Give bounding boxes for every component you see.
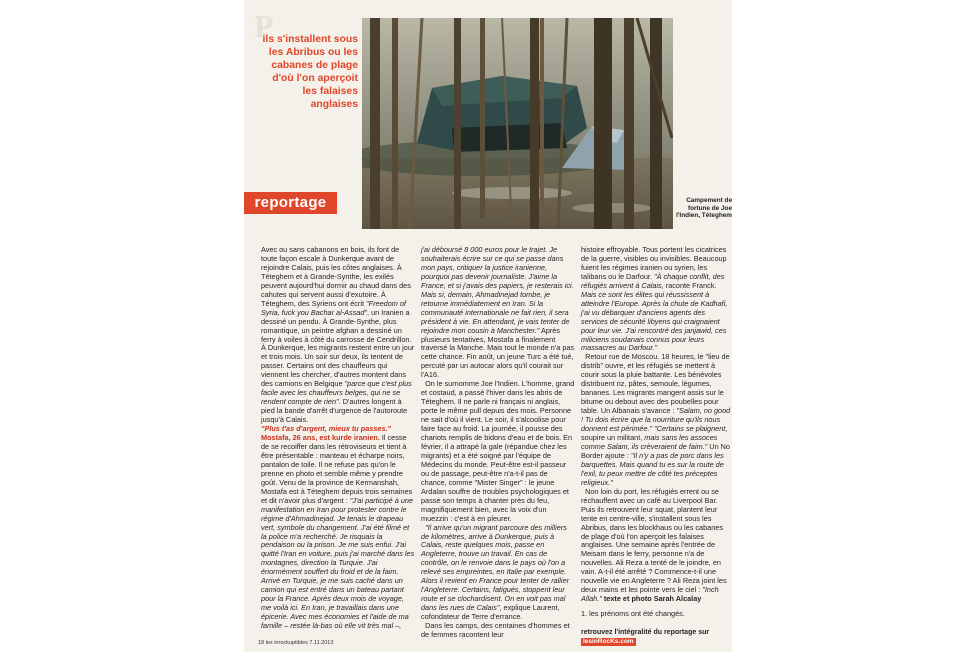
- red-quote: "Plus t'as d'argent, mieux tu passes.": [261, 424, 392, 434]
- speaker-intro: Mostafa, 26 ans, est kurde iranien.: [261, 433, 380, 443]
- col3-text: raconte Franck.: [663, 280, 717, 290]
- col3-quote: "Salam, no good ! Tu dois écrire que la nourriture qu'ils nous donnent est périmée." "Certains se plaignent,: [581, 406, 731, 434]
- web-promo: [581, 629, 732, 646]
- col3-quote: Mais ce sont les élites qui réussissent à atteindre l'Europe. Après la chute de Kadhafi, j'ai vu débarquer d'anciens agents des services de sécurité libyens qui craignaient pour leur vie. J'ai rencontré des janjawid, ces miliciens soudanais connus pour leurs massacres au Darfour.": [581, 289, 728, 353]
- footnote: 1. les prénoms ont été changés.: [581, 609, 685, 619]
- ghost-letter: P: [254, 8, 275, 44]
- col2-text: Après plusieurs tentatives, Mostafa a finalement traversé la Manche. Mais tout le monde n'a pas cette chance. Fin août, un jeune Turc a été tué, percuté par un autocar alors qu'il courait sur l'A16.: [421, 325, 575, 380]
- col3-text: Un No Border ajoute :: [581, 441, 730, 460]
- col3-quote: "Il n'y a pas de porc dans les barquettes. Mais quand tu es sur la route de l'exil, tu peux mettre de côté tes préceptes religieux.": [581, 450, 724, 487]
- col1-text: Avec ou sans cabanons en bois, ils font de toute façon escale à Dunkerque avant de rejoindre Calais, puis les côtes anglaises. À Téteghem et à Grande-Synthe, les exilés peuvent aujourd'hui dormir au chaud dans des cahutes qui servent aussi d'exutoire. À Téteghem, des Syriens ont écrit: [261, 245, 411, 308]
- col1-quote: "parce que c'est plus facile avec les chauffeurs belges, qui ne se rendent compte de rien": [261, 379, 412, 407]
- pull-quote: ils s'installent sous les Abribus ou les cabanes de plage d'où l'on aperçoit les falaises anglaises: [262, 34, 358, 110]
- website-link[interactable]: lesinRocKs.com: [583, 637, 634, 645]
- col3-quote: "Inch Allah.": [581, 585, 719, 604]
- text-column-3: [581, 246, 732, 646]
- photo-caption: Campement de fortune de Joe l'Indien, Téteghem: [676, 197, 732, 220]
- text-column-1: [261, 246, 415, 631]
- col3-text: histoire effroyable. Tous portent les cicatrices de la guerre, visibles ou invisibles. Beaucoup fuient les régimes iranien ou syrien, les talibans ou le Darfour.: [581, 245, 727, 281]
- campsite-photo: [362, 18, 673, 229]
- page-folio: 18 les inrockuptibles 7.11.2013: [258, 640, 334, 646]
- col2-text: , explique Laurent, cofondateur de Terre d'errance.: [421, 603, 560, 622]
- col1-text: , un Iranien a dessiné un pendu. À Grande-Synthe, plus romantique, un peintre afghan a dessiné un ferry à voiles à côté du carrosse de Cendrillon. À Dunkerque, les migrants restent entre un jour et trois mois. Un soir sur deux, ils tentent de passer. Certains ont des chauffeurs qui viennent les chercher, d'autres montent dans des camions en Belgique: [261, 307, 415, 389]
- col3-text: Non loin du port, les réfugiés errent ou se réchauffent avec un café au Liverpool Bar. Puis ils retrouvent leur squat, plantent leur tente en centre-ville, s'installent sous les Abribus, dans les blockhaus ou les cabanes de plage d'où l'on aperçoit les falaises anglaises. Une semaine après l'entrée de Meisam dans le ferry, personne n'a de nouvelles. Ali Reza a tenté de le joindre, en vain. A-t-il été arrêté ? Commence-t-il une nouvelle vie en Angleterre ? Ali Reza joint les deux mains et les pointe vers le ciel :: [581, 486, 727, 595]
- col3-quote: "À chaque conflit, des réfugiés arrivent à Calais,: [581, 271, 725, 290]
- col2-text: On le surnomme Joe l'Indien. L'homme, grand et costaud, a passé l'hiver dans les abris de Téteghem. Il ne parle ni français ni anglais, porte le même pull depuis des mois. Personne ne sait d'où il vient. Le soir, il s'alcoolise pour faire face au froid. La journée, il pousse des chariots remplis de bidons d'eau et de bois. En février, il a attrapé la gale (répandue chez les migrants) et a été soigné par l'équipe de Médecins du monde. Peut-être est-il passeur ou de passage, peut-être n'a-t-il pas de chance, comme "Mister Singer" : le jeune Ardalan souffre de troubles psychologiques et passe son temps à chanter près du feu, magnifiquement bien, avec la voix d'un muezzin : c'est à en pleurer.: [421, 379, 575, 523]
- col1-text: . D'autres longent à pied la bande d'arrêt d'urgence de l'autoroute jusqu'à Calais.: [261, 397, 408, 425]
- author-credit: texte et photo Sarah Alcalay: [601, 594, 702, 604]
- col1-text: Il cesse de se recoiffer dans les rétroviseurs et tient à être présentable : manteau et écharpe noirs, pantalon de toile. Il ne refuse pas qu'on le prenne en photo et semble même y prendre goût. Venu de la province de Kermanshah, Mostafa est à Téteghem depuis trois semaines et dit n'avoir plus d'argent :: [261, 433, 413, 505]
- col3-text: soupire un militant,: [581, 433, 645, 443]
- col2-text: Dans les camps, des centaines d'hommes et de femmes racontent leur: [421, 621, 570, 639]
- col2-quote: j'ai déboursé 8 000 euros pour le trajet. Je souhaiterais écrire sur ce qui se passe dans mon pays, critiquer la justice iranienne, pourquoi pas devenir journaliste. J'aime la France, et si j'avais des papiers, je resterais ici. Mais si, demain, Ahmadinejad tombe, je retourne immédiatement en Iran. Si la communauté internationale ne fait rien, il sera président à vie. En attendant, je vais tenter de rejoindre mon cousin à Manchester.": [421, 245, 574, 335]
- col1-quote: "J'ai participé à une manifestation en Iran pour protester contre le régime d'Ahmadinejad. Je tenais le drapeau vert, symbole du changement. J'ai été filmé et la police m'a recherché. Je risquais la pendaison ou la prison. Je me suis enfui. J'ai quitté l'Iran en voiture, puis j'ai marché dans les montagnes, direction la Turquie. J'ai énormément souffert du froid et de la faim. Arrivé en Turquie, je me suis caché dans un camion qui est entré dans un bateau partant pour la France. Après deux mois de voyage, me voilà ici. En Iran, je travaillais dans une épicerie. Avec mes économies et l'aide de ma famille – restée là-bas où elle vit très mal –,: [261, 495, 415, 631]
- web-promo-text: retrouvez l'intégralité du reportage sur: [581, 629, 710, 637]
- section-badge: reportage: [244, 192, 337, 214]
- col3-quote: mais sans les assoces comme Salam, ils crèveraient de faim.": [581, 433, 718, 451]
- col1-quote: "Freedom of Syria, fuck you Bachar al-Assad": [261, 298, 406, 317]
- col3-text: Retour rue de Moscou. 18 heures, le "lieu de distrib" ouvre, et les réfugiés se mettent à courir sous la pluie battante. Les bénévoles distribuent riz, pâtes, semoule, légumes, bananes. Les migrants mangent assis sur le bitume ou debout avec des poubelles pour table. Un Albanais s'avance :: [581, 352, 730, 416]
- text-column-2: [421, 246, 575, 640]
- col2-quote: "Il arrive qu'un migrant parcoure des milliers de kilomètres, arrive à Dunkerque, puis à Calais, reste quelques mois, passe en Angleterre, trouve un travail. En cas de contrôle, on le renvoie dans le pays où l'on a relevé ses empreintes, en Italie par exemple. Alors il revient en France pour tenter de rallier l'Angleterre. Certains, fatigués, stoppent leur route et se clochardisent. On en voit pas mal dans les rues de Calais": [421, 522, 570, 613]
